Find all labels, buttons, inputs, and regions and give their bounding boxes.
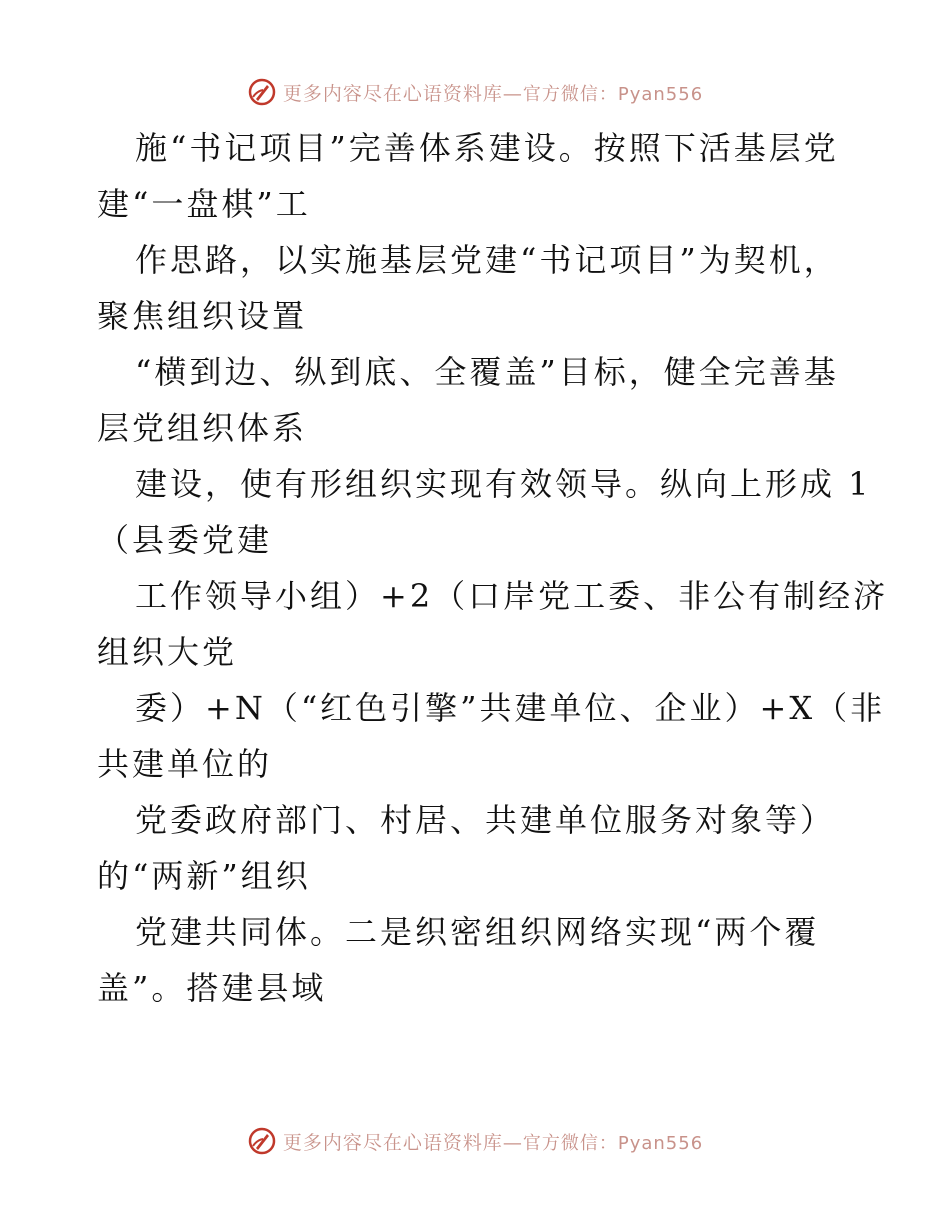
header-brand-text: 更多内容尽在心语资料库 <box>282 82 503 105</box>
paragraph <box>97 120 857 232</box>
paragraph-line-1: 党建共同体。二是织密组织网络实现“两个覆 <box>135 913 820 951</box>
paragraph-line-1: 建设，使有形组织实现有效领导。纵向上形成 1 <box>135 465 872 503</box>
footer-watermark <box>0 1121 950 1161</box>
paragraph <box>97 904 857 1016</box>
paragraph <box>97 568 889 680</box>
header-watermark <box>0 72 950 112</box>
paragraph-line-2: 共建单位的 <box>97 745 273 783</box>
paragraph-line-2: 层党组织体系 <box>97 409 308 447</box>
paragraph-line-2: 组织大党 <box>97 633 238 671</box>
paragraph-line-1: 党委政府部门、村居、共建单位服务对象等） <box>135 801 836 839</box>
paragraph-line-2: 盖”。搭建县域 <box>97 969 327 1007</box>
footer-brand-text: 更多内容尽在心语资料库 <box>282 1131 503 1154</box>
quill-logo-icon <box>247 1126 277 1156</box>
footer-separator: — <box>502 1131 523 1154</box>
paragraph-line-1: 施“书记项目”完善体系建设。按照下活基层党 <box>135 129 839 167</box>
paragraph-line-2: 聚焦组织设置 <box>97 297 308 335</box>
footer-watermark-text <box>283 1128 703 1155</box>
footer-wechat-text: 官方微信：Pyan556 <box>522 1132 704 1154</box>
paragraph <box>97 792 857 904</box>
paragraph-line-1: 工作领导小组）+2（口岸党工委、非公有制经济 <box>135 577 889 615</box>
quill-logo-icon <box>247 77 277 107</box>
header-wechat-text: 官方微信：Pyan556 <box>522 83 704 105</box>
paragraph <box>97 344 857 456</box>
paragraph <box>97 680 886 792</box>
paragraph-line-1: 委）+N（“红色引擎”共建单位、企业）+X（非 <box>135 689 886 727</box>
paragraph-line-2: 的“两新”组织 <box>97 857 311 895</box>
paragraph <box>97 232 857 344</box>
paragraph-line-2: 建“一盘棋”工 <box>97 185 311 223</box>
paragraph <box>97 456 872 568</box>
paragraph-line-1: “横到边、纵到底、全覆盖”目标，健全完善基 <box>135 353 839 391</box>
header-watermark-text <box>283 79 703 106</box>
paragraph-line-1: 作思路，以实施基层党建“书记项目”为契机， <box>135 241 839 279</box>
header-separator: — <box>502 82 523 105</box>
paragraph-line-2: （县委党建 <box>97 521 273 559</box>
document-body <box>97 120 889 1016</box>
